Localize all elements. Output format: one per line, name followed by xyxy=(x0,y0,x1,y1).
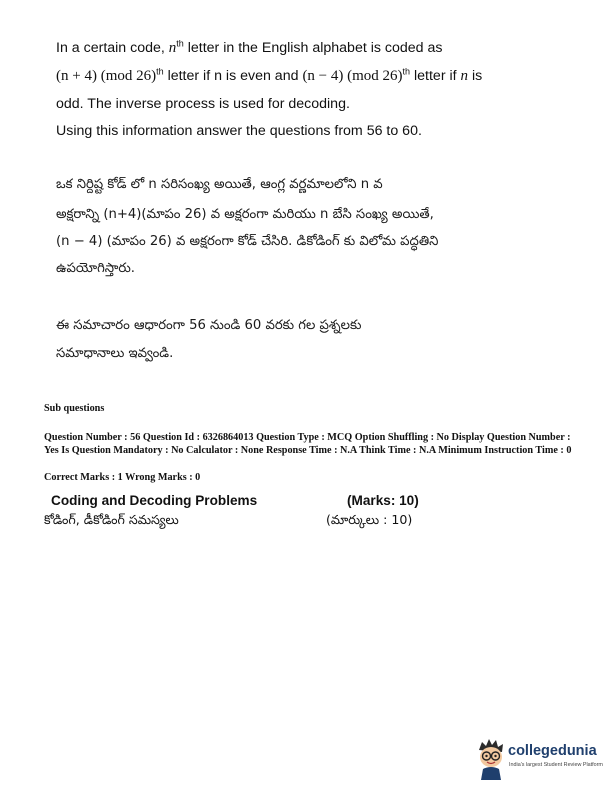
telugu-line-4: ఉపయోగిస్తారు. xyxy=(56,261,135,276)
intro-line-1 xyxy=(56,38,443,58)
intro-text: letter in the English alphabet is coded as xyxy=(183,40,443,56)
sub-questions-heading: Sub questions xyxy=(44,403,105,414)
mascot-icon xyxy=(474,736,508,780)
intro-line-2 xyxy=(56,66,482,86)
section-marks-telugu: (మార్కులు : 10) xyxy=(326,512,413,527)
math-n: n xyxy=(168,40,177,56)
marks-line: Correct Marks : 1 Wrong Marks : 0 xyxy=(44,472,201,483)
intro-text: In a certain code, xyxy=(56,40,169,56)
question-metadata: Question Number : 56 Question Id : 6326864013 Question Type : MCQ Option Shuffling : No Display Question Number : Yes Is Question Mandatory : No Calculator : None Response Time : N.A Think Time : N.A Minimum Instruction Time : 0 xyxy=(44,432,572,456)
intro-text: is xyxy=(468,68,483,84)
intro-text: letter if n is even and xyxy=(163,68,303,84)
superscript: th xyxy=(156,66,164,77)
section-title: Coding and Decoding Problems xyxy=(51,493,258,508)
telugu-line-2: అక్షరాన్ని (n+4)(మాపం 26) వ అక్షరంగా మరియు n బేసి సంఖ్య అయితే, xyxy=(56,207,434,222)
telugu-line-1: ఒక నిర్దిష్ట కోడ్ లో n సరిసంఖ్య అయితే, ఆంగ్ల వర్ణమాలలోని n వ xyxy=(56,177,383,192)
math-expression: (n − 4) (mod 26) xyxy=(302,68,403,84)
logo-tagline: India's largest Student Review Platform xyxy=(509,762,603,768)
intro-line-4: Using this information answer the questions from 56 to 60. xyxy=(56,123,422,139)
superscript: th xyxy=(176,38,184,49)
intro-text: letter if xyxy=(410,68,461,84)
logo-name: collegedunia xyxy=(508,743,597,759)
telugu-line-6: సమాధానాలు ఇవ్వండి. xyxy=(56,346,174,361)
section-title-telugu: కోడింగ్, డీకోడింగ్ సమస్యలు xyxy=(44,512,179,527)
math-n: n xyxy=(460,68,469,84)
collegedunia-logo xyxy=(474,736,604,780)
intro-line-3: odd. The inverse process is used for decoding. xyxy=(56,96,350,112)
section-marks: (Marks: 10) xyxy=(347,493,419,508)
telugu-line-5: ఈ సమాచారం ఆధారంగా 56 నుండి 60 వరకు గల ప్రశ్నలకు xyxy=(56,318,362,333)
math-expression: (n + 4) (mod 26) xyxy=(56,68,157,84)
superscript: th xyxy=(402,66,411,77)
telugu-line-3: (n − 4) (మాపం 26) వ అక్షరంగా కోడ్ చేసిరి. డికోడింగ్ కు విలోమ పద్ధతిని xyxy=(56,234,439,249)
